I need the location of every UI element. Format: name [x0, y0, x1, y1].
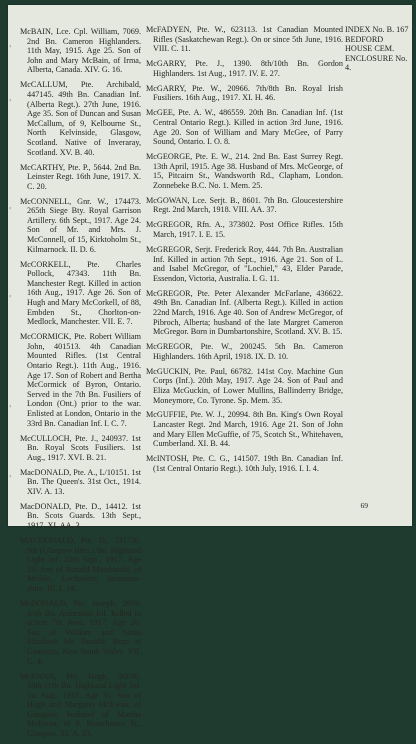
page-number: 69 — [360, 501, 368, 510]
casualty-entry: McGREGOR, Serjt. Frederick Roy, 444. 7th Bn. Australian Inf. Killed in action 7th Sept., 1916. Age 21. Son of L. and Isabel McGregor, of "Lochiel," 43, Elder Parade, Essendon, Victoria, Australia. I. G. 11. — [146, 245, 343, 283]
margin-mark: ‹ — [9, 43, 12, 50]
right-column — [345, 25, 409, 73]
casualty-entry: McCONNELL, Gnr. W., 174473. 265th Siege Bty. Royal Garrison Artillery. 6th Sept., 1917. Age 24. Son of Mr. and Mrs. J. McConnell, of 15, Kirktoholm St., Kilmarnock. II. D. 6. — [20, 196, 141, 254]
cemetery-index-header: INDEX No. B. 167 BEDFORD HOUSE CEM. ENCLOSURE No. 4. — [345, 25, 409, 73]
casualty-entry: McGREGOR, Rfn. A., 373802. Post Office Rifles. 15th March, 1917. I. E. 15. — [146, 220, 343, 240]
casualty-entry: McCARTHY, Pte. P., 5644. 2nd Bn. Leinster Regt. 16th June, 1917. X. C. 20. — [20, 162, 141, 191]
casualty-entry: McGARRY, Pte. W., 20966. 7th/8th Bn. Royal Irish Fusiliers. 16th Aug., 1917. XI. H. 46. — [146, 83, 343, 103]
casualty-entry: McCORMICK, Pte. Robert William John, 401513. 4th Canadian Mounted Rifles. (1st Central Ontario Regt.). 11th Aug., 1916. Age 17. Son of Robert and Bertha McCormick of Byron, Ontario. Served in the 7th Bn. Fusiliers of London (Ont.) prior to the war. Enlisted at London, Ontario in the 33rd Bn. Canadian Inf. I. C. 7. — [20, 332, 141, 428]
casualty-entry: McGREGOR, Pte. W., 200245. 5th Bn. Cameron Highlanders. 16th April, 1918. IX. D. 10. — [146, 342, 343, 361]
margin-mark: ‹ — [9, 403, 12, 410]
casualty-entry: McDONALD, Pte. Joseph, 2959. 45th Bn. Australian Inf. Killed in action 7th June, 1917. Age 26. Son of William and Sarah Elizabeth Mc Donald. Born at Ganmain, New South Wales. VII. G. 4. — [20, 598, 141, 666]
margin-mark: ‹ — [9, 473, 12, 480]
casualty-entry: McCALLUM, Pte. Archibald, 447145. 49th Bn. Canadian Inf. (Alberta Regt.). 27th June, 1916. Age 35. Son of Duncan and Susan McCallum, of 9, Kelbourne St., North Kelvinside, Glasgow, Scotland. Native of Inveraray, Scotland. XV. B. 40. — [20, 80, 141, 157]
casualty-entry: McEWAN, Pte. Hugh, 30036. 10th/11th Bn. Highland Light Inf. 1st Aug., 1917. Age 35. Son of Hugh and Margaret McEwan, of Glasgow; husband of Martha McEwan, of 8, Rowchester St., Glasgow. XI. A. 23. — [20, 671, 141, 739]
casualty-entry: McBAIN, Lce. Cpl. William, 7069. 2nd Bn. Cameron Highlanders. 11th May, 1915. Age 25. Son of John and Mary McBain, of Irma, Alberta, Canada. XIV. G. 16. — [20, 27, 141, 75]
casualty-entry: McGEORGE, Pte. E. W., 214. 2nd Bn. East Surrey Regt. 13th April, 1915. Age 38. Husband of Mrs. McGeorge, of 15, Pitcairn St., Wandsworth Rd., Clapham, London. Zonnebeke B.C. No. 1. Mem. 25. — [146, 152, 343, 190]
casualty-entry: McGREGOR, Pte. Peter Alexander McFarlane, 436622. 49th Bn. Canadian Inf. (Alberta Regt.). Killed in action 22nd March, 1916. Age 40. Son of Andrew McGregor, of Pibroch, Alberta; husband of the late Margret Cameron McGregor. Born in Dumbartonshire, Scotland. XV. B. 15. — [146, 288, 343, 337]
casualty-entry: McGOWAN, Lce. Serjt. B., 8601. 7th Bn. Gloucestershire Regt. 2nd March, 1918. VIII. AA. 37. — [146, 195, 343, 215]
margin-mark: ‹ — [9, 97, 12, 104]
margin-mark: ‹ — [9, 293, 12, 300]
casualty-entry: McGUCKIN, Pte. Paul, 66782. 141st Coy. Machine Gun Corps (Inf.). 20th May, 1917. Age 24. Son of Paul and Eliza McGuckin, of Lower Mullins, Ballinderry Bridge, Moneymore, Co. Tyrone. Sp. Mem. 35. — [146, 366, 343, 405]
casualty-entry: MacDONALD, Pte. D., 14412. 1st Bn. Scots Guards. 13th Sept., 1917. XI. AA. 3. — [20, 501, 141, 531]
casualty-entry: MACDONALD, Pte. D., 331736. 9th (Glasgow Hdrs.) Bn. Highland Light Inf. 25th Sept., 1917. Age 23. Son of Ronald Macdonald, of Meible, Lochailort, Inverness-shire. III. I. 14. — [20, 536, 141, 593]
casualty-entry: McGARRY, Pte. J., 1390. 8th/10th Bn. Gordon Highlanders. 1st Aug., 1917. IV. E. 27. — [146, 59, 343, 78]
casualty-entry: McGUFFIE, Pte. W. J., 20994. 8th Bn. King's Own Royal Lancaster Regt. 2nd March, 1916. Age 21. Son of John and Mary Ellen McGuffie, of 75, Scotch St., Whitehaven, Cumberland. XI. B. 44. — [146, 410, 343, 449]
middle-column — [146, 25, 343, 479]
margin-mark: ‹ — [9, 205, 12, 212]
casualty-entry: McINTOSH, Pte. C. G., 141507. 19th Bn. Canadian Inf. (1st Central Ontario Regt.). 10th July, 1916. I. I. 4. — [146, 454, 343, 473]
casualty-entry: McCORKELL, Pte. Charles Pollock, 47343. 11th Bn. Manchester Regt. Killed in action 16th Aug., 1917. Age 26. Son of Hugh and Mary McCorkell, of 88, Embden St., Chorlton-on-Medlock, Manchester. VII. E. 7. — [20, 259, 141, 327]
casualty-entry: McCULLOCH, Pte. J., 240937. 1st Bn. Royal Scots Fusiliers. 1st Aug., 1917. XVI. B. 21. — [20, 433, 141, 462]
casualty-entry: McGEE, Pte. A. W., 486559. 20th Bn. Canadian Inf. (1st Central Ontario Regt.). Killed in action 3rd June, 1916. Age 20. Son of William and Mary McGee, of Parry Sound, Ontario. I. O. 8. — [146, 108, 343, 147]
casualty-entry: McFADYEN, Pte. W., 623113. 1st Canadian Mounted Rifles (Saskatchewan Regt.). On or since 5th June, 1916. VIII. C. 11. — [146, 25, 343, 54]
casualty-entry: MacDONALD, Pte. A., L/10151. 1st Bn. The Queen's. 31st Oct., 1914. XIV. A. 13. — [20, 467, 141, 496]
register-page — [8, 5, 412, 739]
